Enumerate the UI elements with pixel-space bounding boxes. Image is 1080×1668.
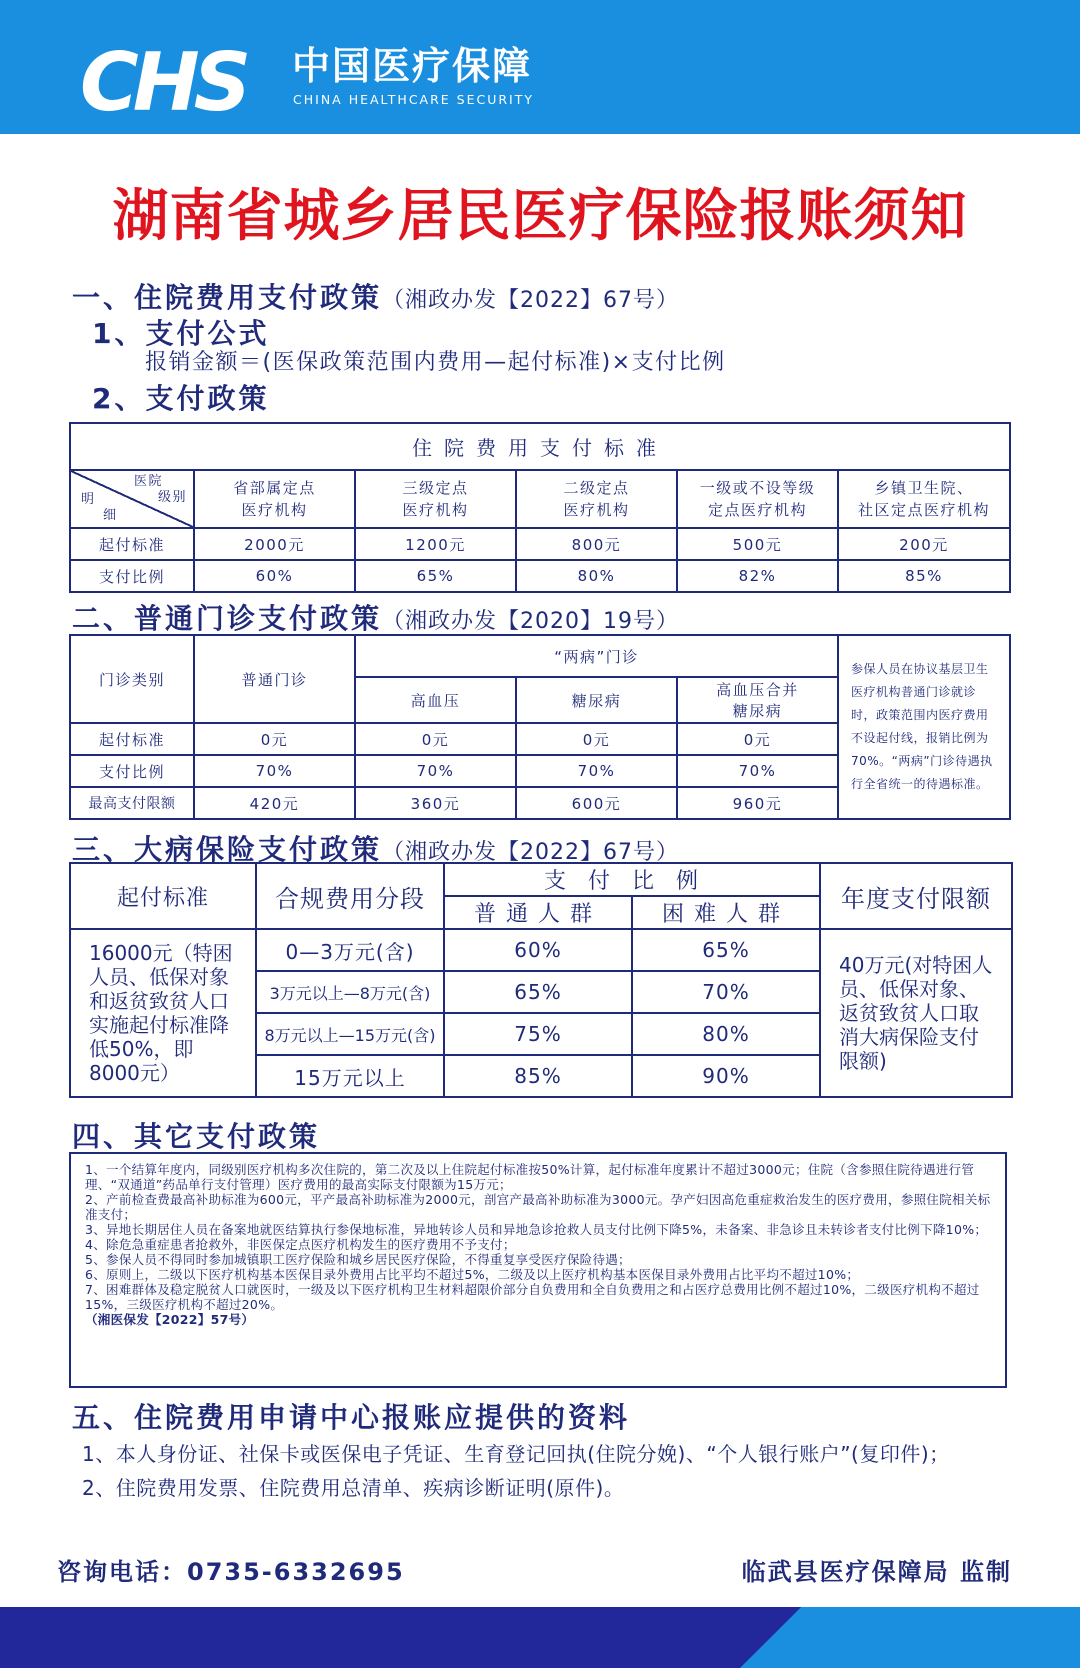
cell: 0元: [516, 723, 677, 755]
cell: 90%: [632, 1055, 820, 1097]
general-outpatient-header: 普通门诊: [194, 635, 355, 723]
row-label: 起付标准: [70, 723, 194, 755]
ratio-header: 支付比例: [444, 863, 820, 896]
hypertension-header: 高血压: [355, 677, 516, 723]
inpatient-table: [69, 422, 1011, 593]
cell: 1200元: [355, 528, 516, 560]
cell: 0元: [355, 723, 516, 755]
payment-formula: 报销金额＝(医保政策范围内费用—起付标准)×支付比例: [145, 350, 726, 375]
cell: 85%: [444, 1055, 632, 1097]
section1-sub2: 2、支付政策: [92, 382, 270, 415]
combined-header: 高血压合并 糖尿病: [677, 677, 838, 723]
cell: 65%: [444, 971, 632, 1013]
materials-item: 2、住院费用发票、住院费用总清单、疾病诊断证明(原件)。: [82, 1476, 625, 1500]
materials-item: 1、本人身份证、社保卡或医保电子凭证、生育登记回执(住院分娩)、“个人银行账户”(复印件)；: [82, 1442, 950, 1466]
hard-group-header: 困难人群: [632, 896, 820, 929]
segment-cell: 3万元以上—8万元(含): [256, 971, 444, 1013]
policy-item: 4、除危急重症患者抢救外，非医保定点医疗机构发生的医疗费用不予支付；: [85, 1237, 516, 1252]
policy-item: 1、一个结算年度内，同级别医疗机构多次住院的，第二次及以上住院起付标准按50%计算，起付标准年度累计不超过3000元；住院（含参照住院待遇进行管理、“双通道”药品单行支付管理）医疗费用的最高实际支付限额为15万元；: [85, 1162, 975, 1192]
cell: 80%: [632, 1013, 820, 1055]
segment-cell: 8万元以上—15万元(含): [256, 1013, 444, 1055]
section2-title: 二、普通门诊支付政策: [72, 602, 383, 635]
cell: 60%: [444, 929, 632, 971]
section5-heading: 五、住院费用申请中心报账应提供的资料: [72, 1401, 631, 1434]
section1-doc: （湘政办发【2022】67号）: [382, 288, 679, 313]
row-label: 起付标准: [70, 528, 194, 560]
cell: 82%: [677, 560, 838, 592]
issuer: 临武县医疗保障局 监制: [741, 1558, 1012, 1586]
col-township: 乡镇卫生院、 社区定点医疗机构: [838, 470, 1010, 528]
col-tier3: 三级定点 医疗机构: [355, 470, 516, 528]
cell: 70%: [632, 971, 820, 1013]
cell: 420元: [194, 787, 355, 819]
page-title: 湖南省城乡居民医疗保险报账须知: [112, 183, 968, 249]
table-row: [70, 929, 1012, 971]
cell: 0元: [194, 723, 355, 755]
table-row: [70, 560, 1010, 592]
section1-sub1: 1、支付公式: [92, 317, 270, 350]
deductible-header: 起付标准: [70, 863, 256, 929]
outpatient-type-header: 门诊类别: [70, 635, 194, 723]
cell: 500元: [677, 528, 838, 560]
cell: 800元: [516, 528, 677, 560]
col-provincial: 省部属定点 医疗机构: [194, 470, 355, 528]
policy-item: 5、参保人员不得同时参加城镇职工医疗保险和城乡居民医疗保险，不得重复享受医疗保险待遇；: [85, 1252, 631, 1267]
section2-doc: （湘政办发【2020】19号）: [382, 609, 679, 634]
cell: 80%: [516, 560, 677, 592]
cell: 75%: [444, 1013, 632, 1055]
cell: 600元: [516, 787, 677, 819]
policy-item: 3、异地长期居住人员在备案地就医结算执行参保地标准，异地转诊人员和异地急诊抢救人员支付比例下降5%，未备案、非急诊且未转诊者支付比例下降10%；: [85, 1222, 988, 1237]
normal-group-header: 普通人群: [444, 896, 632, 929]
cell: 2000元: [194, 528, 355, 560]
deductible-cell: 16000元（特困人员、低保对象和返贫致贫人口实施起付标准降低50%，即8000元）: [70, 929, 256, 1097]
logo-chinese-name: 中国医疗保障: [292, 44, 533, 88]
section3-doc: （湘政办发【2022】67号）: [382, 840, 679, 865]
table-corner-cell: [70, 470, 194, 528]
section1-title: 一、住院费用支付政策: [72, 281, 383, 314]
policy-item: 2、产前检查费最高补助标准为600元，平产最高补助标准为2000元，剖宫产最高补助标准为3000元。孕产妇因高危重症救治发生的医疗费用，参照住院相关标准支付；: [85, 1192, 991, 1222]
col-tier1: 一级或不设等级 定点医疗机构: [677, 470, 838, 528]
row-label: 最高支付限额: [70, 787, 194, 819]
limit-cell: 40万元(对特困人员、低保对象、返贫致贫人口取消大病保险支付限额): [820, 929, 1012, 1097]
logo-english-name: CHINA HEALTHCARE SECURITY: [293, 92, 535, 107]
cell: 200元: [838, 528, 1010, 560]
two-disease-header: “两病”门诊: [355, 635, 838, 677]
row-label: 支付比例: [70, 755, 194, 787]
critical-illness-table: [69, 862, 1013, 1098]
section3-title: 三、大病保险支付政策: [72, 833, 383, 866]
cell: 70%: [516, 755, 677, 787]
cell: 65%: [355, 560, 516, 592]
limit-header: 年度支付限额: [820, 863, 1012, 929]
cell: 85%: [838, 560, 1010, 592]
policy-item: 7、困难群体及稳定脱贫人口就医时，一级及以下医疗机构卫生材料超限价部分自负费用和全自负费用之和占医疗总费用比例不超过10%，二级医疗机构不超过15%，三级医疗机构不超过20%。: [85, 1282, 980, 1312]
section1-heading: [72, 276, 679, 316]
segment-cell: 0—3万元(含): [256, 929, 444, 971]
policy-item: 6、原则上，二级以下医疗机构基本医保目录外费用占比平均不超过5%，二级及以上医疗机构基本医保目录外费用占比平均不超过10%；: [85, 1267, 860, 1282]
section4-heading: 四、其它支付政策: [72, 1120, 321, 1153]
cell: 360元: [355, 787, 516, 819]
outpatient-table: [69, 634, 1011, 820]
cell: 0元: [677, 723, 838, 755]
cell: 960元: [677, 787, 838, 819]
other-policies-box: [69, 1152, 1007, 1388]
corner-hospital: 医院: [133, 474, 163, 489]
cell: 70%: [677, 755, 838, 787]
cell: 65%: [632, 929, 820, 971]
col-tier2: 二级定点 医疗机构: [516, 470, 677, 528]
section2-heading: [72, 597, 679, 637]
consult-phone: 咨询电话：0735-6332695: [57, 1558, 405, 1586]
chs-logo: CHS: [80, 36, 246, 129]
corner-level: 级别: [157, 490, 187, 505]
corner-detail-1: 明: [81, 492, 96, 507]
outpatient-note: 参保人员在协议基层卫生医疗机构普通门诊就诊时，政策范围内医疗费用不设起付线，报销比例为70%。“两病”门诊待遇执行全省统一的待遇标准。: [838, 635, 1010, 819]
row-label: 支付比例: [70, 560, 194, 592]
table-row: [70, 528, 1010, 560]
segment-cell: 15万元以上: [256, 1055, 444, 1097]
segment-header: 合规费用分段: [256, 863, 444, 929]
cell: 60%: [194, 560, 355, 592]
corner-detail-2: 细: [103, 508, 118, 523]
diabetes-header: 糖尿病: [516, 677, 677, 723]
policy-reference: （湘医保发【2022】57号）: [85, 1312, 255, 1327]
header-bar: [0, 0, 1080, 134]
cell: 70%: [355, 755, 516, 787]
cell: 70%: [194, 755, 355, 787]
inpatient-table-caption: 住院费用支付标准: [70, 423, 1010, 470]
